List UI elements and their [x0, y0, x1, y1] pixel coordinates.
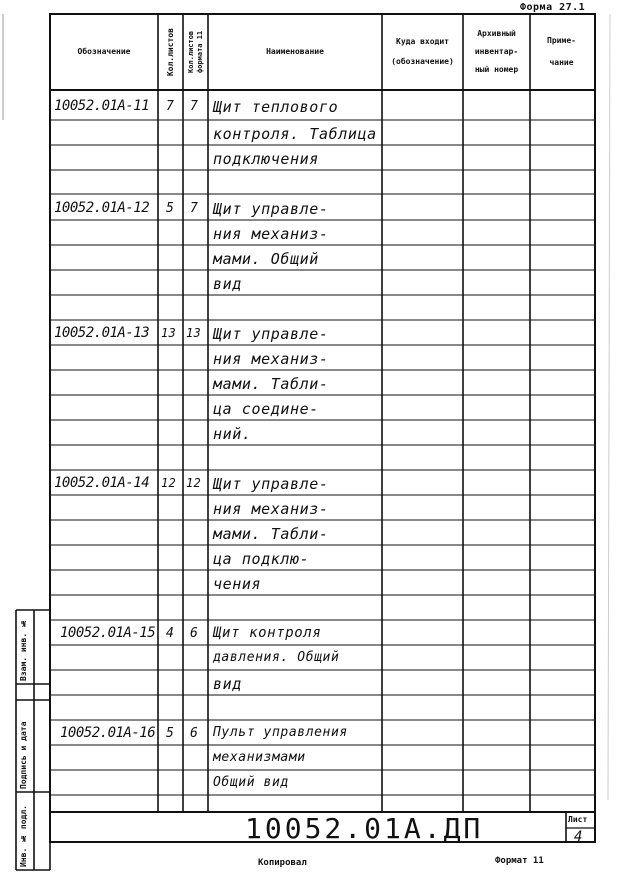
entry-format: 12	[186, 476, 202, 490]
entry-code: 10052.01А-13	[54, 325, 150, 341]
entry-format: 7	[190, 201, 199, 216]
side-label-vzam: Взам. инв. №	[19, 619, 28, 681]
entry-name-line: давления. Общий	[213, 650, 340, 665]
stamp-doc-code: 10052.01А.ДП	[245, 812, 484, 845]
header-arkhivny-2: инвентар-	[474, 47, 519, 56]
entry-code: 10052.01А-16	[60, 725, 156, 741]
stamp-sheet-no: 4	[574, 829, 583, 845]
header-kol-listov-formata-text: Кол.листов формата 11	[186, 30, 204, 74]
footer-kopiroval: Копировал	[258, 858, 307, 868]
entry-sheets: 13	[161, 326, 177, 340]
entry-name-line: ния механиз-	[213, 225, 329, 243]
header-primechanie-2: чание	[549, 58, 574, 67]
entry-name-line: мами. Табли-	[213, 375, 329, 393]
entry-name-line: ца соедине-	[213, 400, 319, 418]
entry-name-line: мами. Табли-	[213, 525, 329, 543]
header-arkhivny	[463, 16, 530, 88]
entry-name-line: ния механиз-	[213, 350, 329, 368]
side-label-podpis: Подпись и дата	[19, 721, 28, 789]
entry-name-line: вид	[213, 275, 242, 293]
entry-code: 10052.01А-14	[54, 475, 150, 491]
entry-sheets: 4	[166, 626, 175, 641]
header-primechanie-1: Приме-	[547, 36, 576, 45]
entry-code: 10052.01А-15	[60, 625, 156, 641]
header-kuda-vkhodit	[382, 16, 463, 88]
header-kol-listov	[158, 16, 183, 88]
entry-name-line: Щит управле-	[213, 325, 329, 343]
entry-name-line: чения	[213, 575, 262, 593]
entry-name-line: Щит теплового	[213, 98, 339, 116]
entry-name-line: Пульт управления	[213, 725, 348, 740]
entry-name-line: вид	[213, 675, 242, 693]
entry-name-line: Щит управле-	[213, 200, 329, 218]
header-kuda-vkhodit-1: Куда входит	[396, 37, 449, 46]
entry-name-line: подключения	[213, 150, 319, 168]
entry-code: 10052.01А-11	[54, 98, 150, 114]
header-primechanie	[530, 16, 593, 88]
entry-code: 10052.01А-12	[54, 200, 150, 216]
entry-format: 13	[186, 326, 202, 340]
form-label: Форма 27.1	[520, 2, 586, 13]
entry-format: 6	[190, 726, 199, 741]
entry-format: 7	[190, 99, 199, 114]
entry-name-line: мами. Общий	[213, 250, 319, 268]
entry-name-line: Щит управле-	[213, 475, 329, 493]
entry-name-line: механизмами	[213, 750, 306, 765]
entry-sheets: 12	[161, 476, 177, 490]
entry-name-line: ния механиз-	[213, 500, 329, 518]
header-kuda-vkhodit-2: (обозначение)	[391, 57, 454, 66]
entry-name-line: ца подклю-	[213, 550, 310, 568]
header-arkhivny-3: ный номер	[474, 65, 519, 74]
header-arkhivny-1: Архивный	[477, 29, 516, 38]
entry-name-line: Общий вид	[213, 775, 289, 790]
entry-name-line: Щит контроля	[213, 625, 322, 641]
entry-sheets: 7	[166, 99, 175, 114]
entry-sheets: 5	[166, 201, 175, 216]
footer-format: Формат 11	[495, 856, 544, 866]
header-naimenovanie: Наименование	[266, 47, 324, 56]
entry-format: 6	[190, 626, 199, 641]
entry-name-line: ний.	[213, 425, 252, 443]
header-kol-listov-formata	[183, 16, 208, 88]
side-label-inv: Инв. № подл.	[19, 805, 28, 867]
stamp-sheet-label: Лист	[568, 815, 588, 824]
entry-sheets: 5	[166, 726, 175, 741]
entry-name-line: контроля. Таблица	[213, 125, 377, 143]
header-oboznachenie: Обозначение	[77, 47, 131, 56]
header-kol-listov-text: Кол.листов	[165, 27, 175, 77]
